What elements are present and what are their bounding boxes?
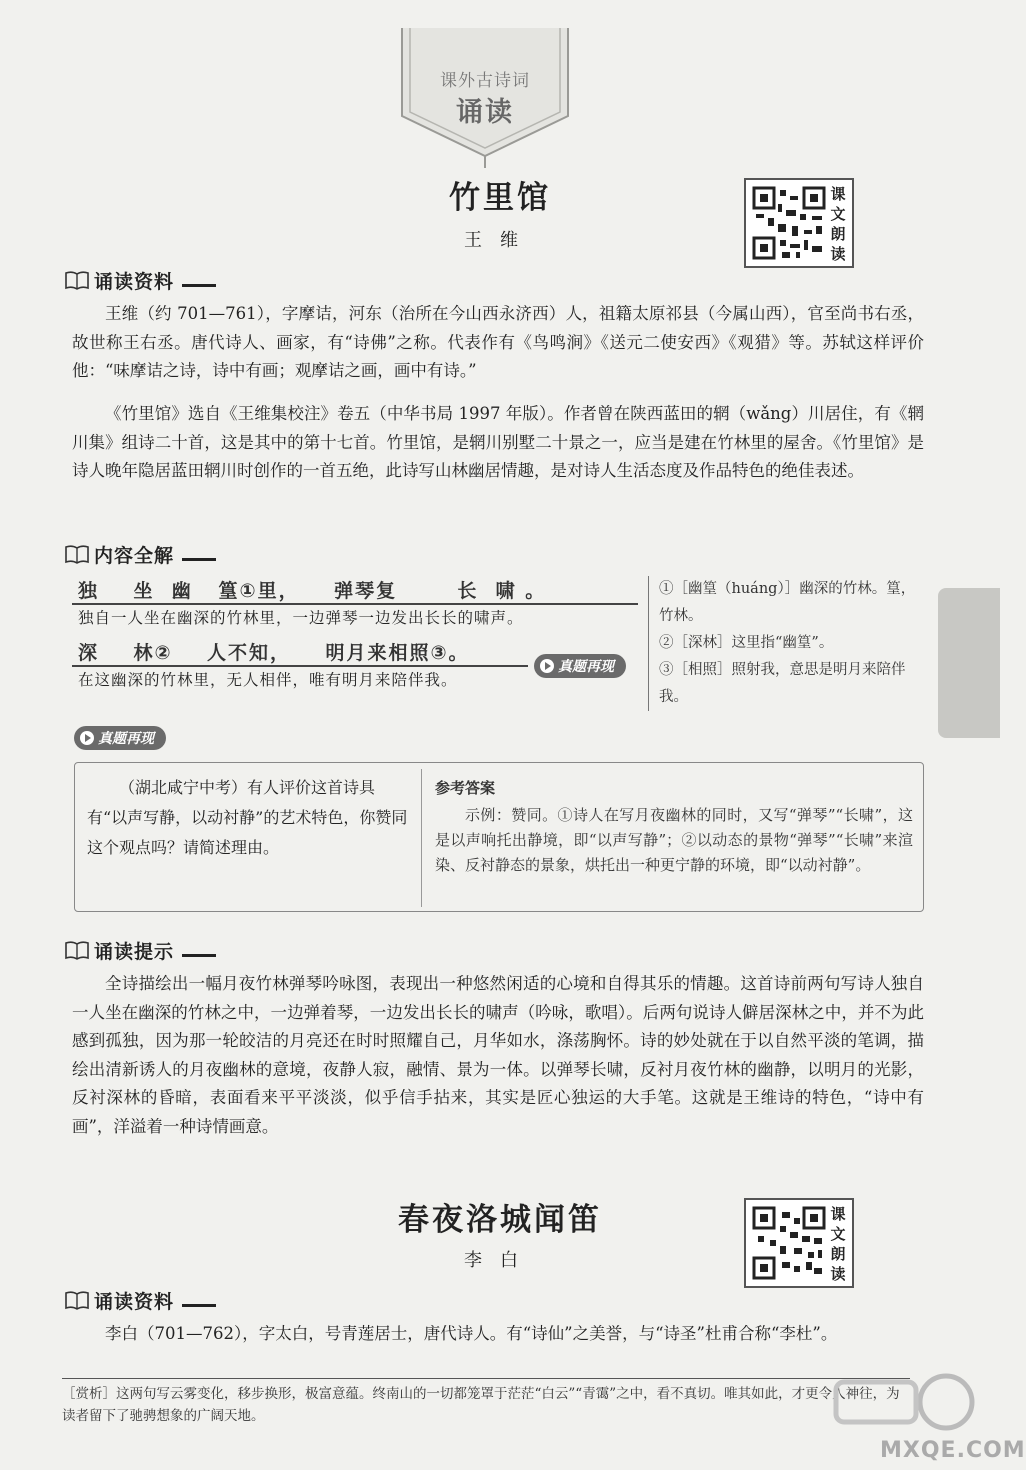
poem-line-rule bbox=[72, 665, 528, 667]
section-dash bbox=[182, 284, 216, 287]
answer-text: 示例：赞同。①诗人在写月夜幽林的同时，又写“弹琴”“长啸”，这是以声响托出静境，即“以声写静”；②以动态的景物“弹琴”“长啸”来渲染、反衬静态的景象，烘托出一种更宁静的环境，即“以动衬静”。 bbox=[435, 806, 913, 874]
note-item: ①［幽篁（huáng）］幽深的竹林。篁，竹林。 bbox=[659, 581, 916, 624]
badge-subtitle: 课外古诗词 bbox=[440, 71, 530, 91]
book-icon bbox=[64, 1289, 90, 1311]
section-title: 诵读资料 bbox=[94, 1290, 175, 1313]
qr-label: 课文朗读 bbox=[830, 185, 846, 263]
tips-paragraph: 全诗描绘出一幅月夜竹林弹琴吟咏图，表现出一种悠然闲适的心境和自得其乐的情趣。这首诗前两句写诗人独自一人坐在幽深的竹林之中，一边弹着琴，一边发出长长的啸声（吟咏，歌唱）。后两句说诗人僻居深林之中，并不为此感到孤独，因为那一轮皎洁的月亮还在时时照耀自己，月华如水，涤荡胸怀。诗的妙处就在于以自然平淡的笔调，描绘出清新诱人的月夜幽林的意境，夜静人寂，融情、景为一体。以弹琴长啸，反衬月夜竹林的幽静，以明月的光影，反衬深林的昏暗，表面看来平平淡淡，似乎信手拈来，其实是匠心独运的大手笔。这就是王维诗的特色，“诗中有画”，洋溢着一种诗情画意。 bbox=[72, 974, 924, 1136]
exam-section-pill bbox=[74, 726, 166, 750]
section-header-material bbox=[64, 1286, 216, 1314]
poem-line-rule bbox=[72, 603, 638, 605]
header-badge bbox=[392, 28, 578, 168]
book-icon bbox=[64, 939, 90, 961]
side-tab[interactable] bbox=[938, 588, 1000, 738]
section-title: 诵读资料 bbox=[94, 270, 175, 293]
qr-label: 课文朗读 bbox=[830, 1205, 846, 1283]
poem-line-1: 独 坐 幽 篁①里， 弹琴复 长 啸 。 bbox=[78, 580, 547, 602]
section-header-content bbox=[64, 540, 216, 568]
poem-translation-1: 独自一人坐在幽深的竹林里，一边弹琴一边发出长长的啸声。 bbox=[78, 609, 524, 627]
section-title: 内容全解 bbox=[94, 544, 175, 567]
qa-divider bbox=[421, 769, 422, 907]
annotation-notes bbox=[648, 576, 928, 711]
pill-label: 真题再现 bbox=[98, 731, 154, 747]
section-header-material bbox=[64, 266, 216, 294]
qr-code-icon bbox=[752, 186, 826, 260]
book-icon bbox=[64, 543, 90, 565]
answer-title: 参考答案 bbox=[435, 779, 496, 797]
note-item: ②［深林］这里指“幽篁”。 bbox=[659, 635, 834, 651]
qr-code-box[interactable] bbox=[744, 1198, 854, 1288]
book-icon bbox=[64, 269, 90, 291]
section-dash bbox=[182, 1304, 216, 1307]
exam-link-pill[interactable] bbox=[534, 654, 626, 678]
material-paragraph-1: 王维（约 701—761），字摩诘，河东（治所在今山西永济西）人，祖籍太原祁县（今属山西），官至尚书右丞，故世称王右丞。唐代诗人、画家，有“诗佛”之称。代表作有《鸟鸣涧》《送元二使安西》《观猎》等。苏轼这样评价他：“味摩诘之诗，诗中有画；观摩诘之画，画中有诗。” bbox=[72, 304, 924, 380]
section-header-tips bbox=[64, 936, 216, 964]
qr-code-box[interactable] bbox=[744, 178, 854, 268]
badge-title: 诵读 bbox=[456, 97, 514, 128]
footer-note: ［赏析］这两句写云雾变化，移步换形，极富意蕴。终南山的一切都笼罩于茫茫“白云”“青霭”之中，看不真切。唯其如此，才更令人神往，为读者留下了驰骋想象的广阔天地。 bbox=[62, 1378, 910, 1427]
material-paragraph-2: 《竹里馆》选自《王维集校注》卷五（中华书局 1997 年版）。作者曾在陕西蓝田的辋（wǎng）川居住，有《辋川集》组诗二十首，这是其中的第十七首。竹里馆，是辋川别墅二十景之一，应当是建在竹林里的屋舍。《竹里馆》是诗人晚年隐居蓝田辋川时创作的一首五绝，此诗写山林幽居情趣，是对诗人生活态度及作品特色的绝佳表述。 bbox=[72, 404, 924, 480]
poem-title: 竹里馆 bbox=[449, 180, 551, 216]
exam-question-box bbox=[74, 762, 924, 912]
poem-translation-2: 在这幽深的竹林里，无人相伴，唯有明月来陪伴我。 bbox=[78, 671, 458, 689]
poem-title: 春夜洛城闻笛 bbox=[398, 1202, 602, 1238]
section-dash bbox=[182, 558, 216, 561]
material-paragraph: 李白（701—762），字太白，号青莲居士，唐代诗人。有“诗仙”之美誉，与“诗圣”杜甫合称“李杜”。 bbox=[105, 1324, 838, 1343]
play-icon bbox=[540, 659, 554, 673]
watermark-text: MXQE.COM bbox=[880, 1438, 1026, 1463]
qr-code-icon bbox=[752, 1206, 826, 1280]
note-item: ③［相照］照射我，意思是明月来陪伴我。 bbox=[659, 662, 906, 705]
play-icon bbox=[80, 731, 94, 745]
poem-author: 王维 bbox=[464, 230, 536, 251]
poem-line-2: 深 林② 人不知， 明月来相照③。 bbox=[78, 642, 470, 664]
poem-author: 李白 bbox=[464, 1250, 536, 1271]
exam-question: （湖北咸宁中考）有人评价这首诗具有“以声写静，以动衬静”的艺术特色，你赞同这个观点吗？请简述理由。 bbox=[87, 778, 408, 857]
pill-label: 真题再现 bbox=[558, 659, 614, 675]
section-title: 诵读提示 bbox=[94, 940, 175, 963]
section-dash bbox=[182, 954, 216, 957]
